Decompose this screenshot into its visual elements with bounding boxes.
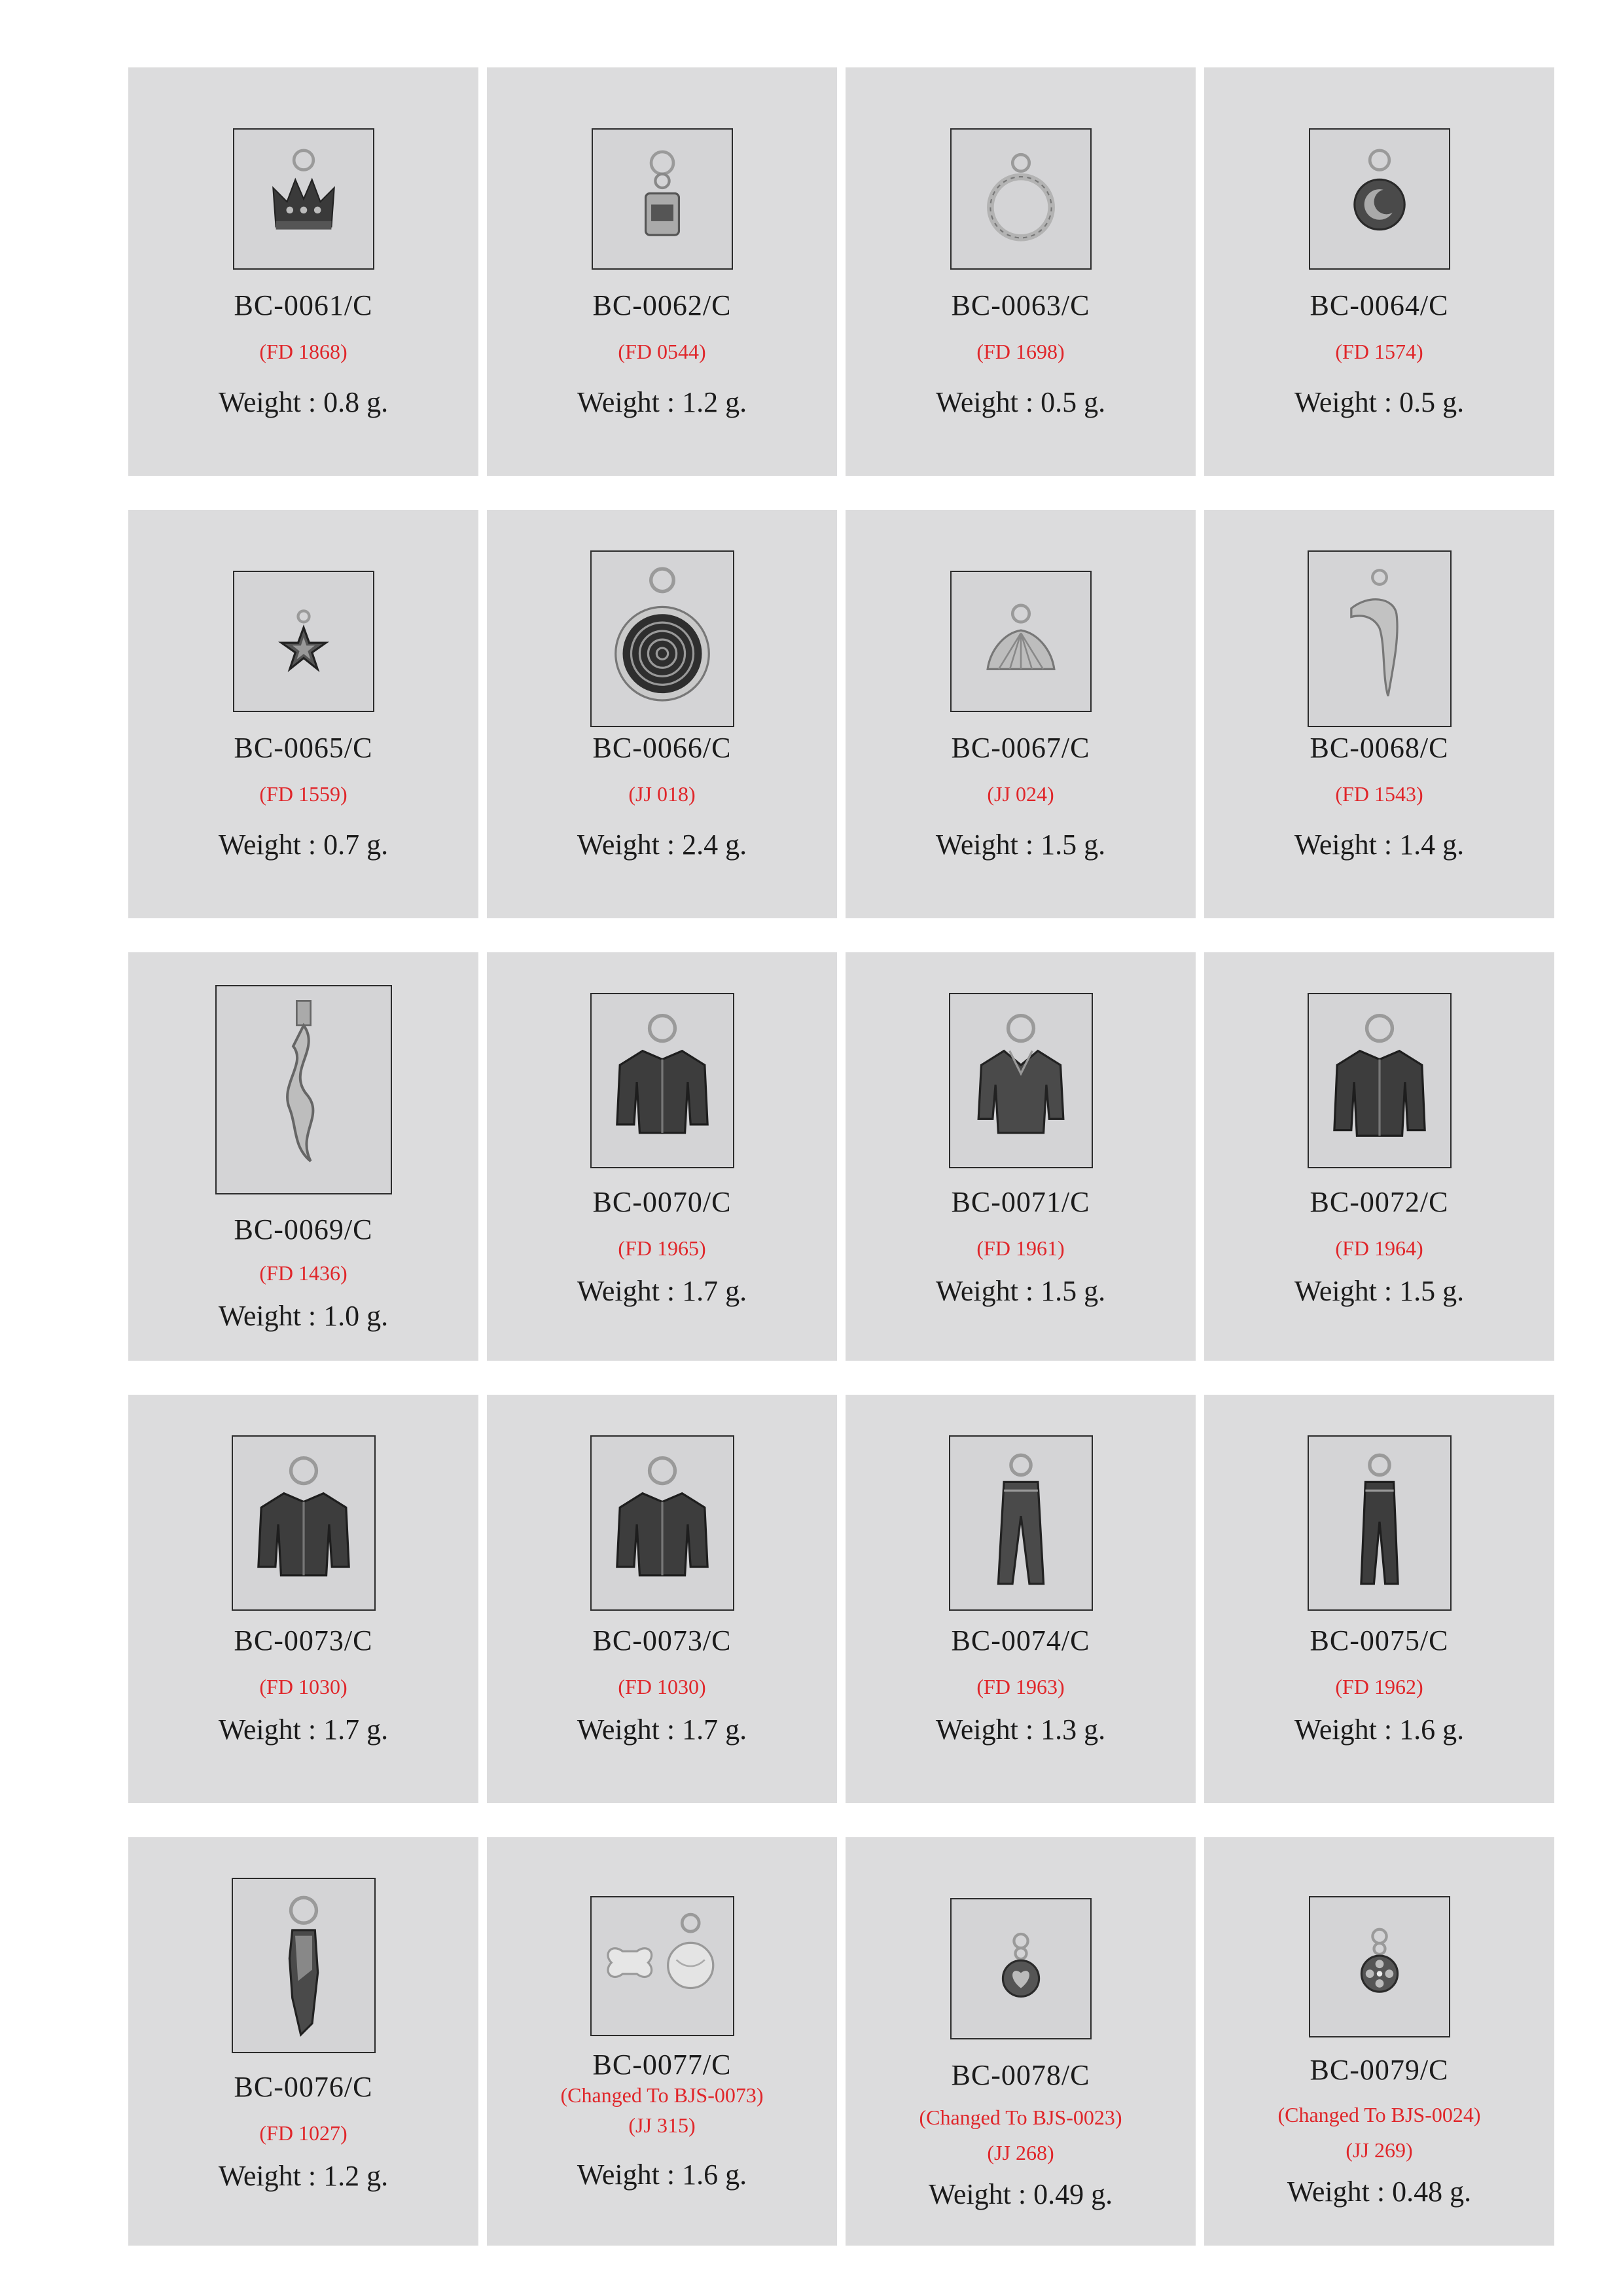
- product-thumbnail: [949, 993, 1093, 1168]
- product-code: BC-0078/C: [951, 2059, 1090, 2091]
- flower-disc-charm-icon: [1310, 1897, 1449, 2036]
- reference-code: (FD 1030): [618, 1675, 706, 1698]
- product-weight: Weight : 0.8 g.: [218, 386, 389, 418]
- product-code: BC-0076/C: [234, 2071, 373, 2103]
- product-code: BC-0079/C: [1310, 2054, 1449, 2086]
- product-thumbnail: [1308, 550, 1452, 727]
- spiral-disc-charm-icon: [592, 552, 733, 726]
- product-code: BC-0070/C: [592, 1186, 732, 1218]
- product-weight: Weight : 1.6 g.: [1294, 1713, 1465, 1746]
- product-weight: Weight : 1.6 g.: [577, 2159, 747, 2191]
- moon-disc-charm-icon: [1310, 130, 1449, 268]
- reference-code: (FD 1543): [1335, 782, 1423, 806]
- product-thumbnail: [1309, 128, 1450, 270]
- product-weight: Weight : 1.7 g.: [218, 1713, 389, 1746]
- reference-code: (Changed To BJS-0073): [560, 2083, 764, 2107]
- product-weight: Weight : 1.2 g.: [218, 2160, 389, 2192]
- product-card: [1204, 1395, 1554, 1803]
- reference-code: (FD 1574): [1335, 340, 1423, 363]
- product-card: [487, 952, 837, 1361]
- product-weight: Weight : 1.4 g.: [1294, 829, 1465, 861]
- product-card: [1204, 952, 1554, 1361]
- product-card: [846, 1395, 1196, 1803]
- product-card: [128, 1837, 478, 2246]
- product-weight: Weight : 1.7 g.: [577, 1713, 747, 1746]
- product-card: [1204, 67, 1554, 476]
- product-card: [1204, 1837, 1554, 2246]
- product-code: BC-0067/C: [951, 732, 1090, 764]
- product-weight: Weight : 1.2 g.: [577, 386, 747, 418]
- product-weight: Weight : 0.49 g.: [928, 2178, 1113, 2210]
- product-weight: Weight : 1.3 g.: [935, 1713, 1106, 1746]
- reference-code: (FD 1965): [618, 1236, 706, 1260]
- reference-code: (JJ 315): [628, 2113, 696, 2137]
- star-charm-icon: [234, 572, 373, 711]
- product-thumbnail: [232, 1878, 376, 2053]
- product-thumbnail: [1308, 1435, 1452, 1611]
- product-card: [487, 1395, 837, 1803]
- product-code: BC-0077/C: [592, 2049, 732, 2081]
- high-heel-charm-icon: [233, 1879, 374, 2052]
- reference-code: (JJ 268): [987, 2141, 1054, 2164]
- reference-code: (Changed To BJS-0024): [1277, 2103, 1481, 2126]
- product-thumbnail: [590, 1435, 734, 1611]
- reference-code: (FD 1961): [976, 1236, 1065, 1260]
- reference-code: (FD 1963): [976, 1675, 1065, 1698]
- product-code: BC-0062/C: [592, 289, 732, 321]
- jeans-charm-icon: [950, 1437, 1092, 1609]
- product-thumbnail: [233, 571, 374, 712]
- product-card: [1204, 510, 1554, 918]
- heart-disc-charm-icon: [952, 1899, 1090, 2038]
- product-weight: Weight : 0.5 g.: [935, 386, 1106, 418]
- product-weight: Weight : 0.5 g.: [1294, 386, 1465, 418]
- jacket-charm-icon: [592, 1437, 733, 1609]
- product-card: [846, 510, 1196, 918]
- product-card: [128, 67, 478, 476]
- crown-charm-icon: [234, 130, 373, 268]
- product-weight: Weight : 1.0 g.: [218, 1300, 389, 1332]
- shell-charm-icon: [952, 572, 1090, 711]
- product-thumbnail: [950, 571, 1092, 712]
- product-code: BC-0072/C: [1310, 1186, 1449, 1218]
- product-code: BC-0063/C: [951, 289, 1090, 321]
- product-thumbnail: [1308, 993, 1452, 1168]
- product-thumbnail: [590, 993, 734, 1168]
- product-code: BC-0073/C: [592, 1624, 732, 1657]
- product-weight: Weight : 0.48 g.: [1287, 2176, 1472, 2208]
- reference-code: (JJ 018): [628, 782, 696, 806]
- product-card: [846, 952, 1196, 1361]
- reference-code: (FD 1964): [1335, 1236, 1423, 1260]
- bone-and-ball-charm-icon: [592, 1897, 733, 2035]
- reference-code: (FD 1698): [976, 340, 1065, 363]
- reference-code: (FD 1436): [259, 1261, 348, 1285]
- reference-code: (FD 1868): [259, 340, 348, 363]
- product-card: [487, 67, 837, 476]
- catalog-grid: [128, 67, 1555, 2246]
- product-thumbnail: [215, 985, 392, 1194]
- product-thumbnail: [950, 1898, 1092, 2039]
- product-weight: Weight : 1.7 g.: [577, 1275, 747, 1307]
- product-thumbnail: [949, 1435, 1093, 1611]
- ring-charm-icon: [952, 130, 1090, 268]
- product-weight: Weight : 2.4 g.: [577, 829, 747, 861]
- product-thumbnail: [592, 128, 733, 270]
- product-thumbnail: [232, 1435, 376, 1611]
- product-card: [128, 510, 478, 918]
- reference-code: (FD 1559): [259, 782, 348, 806]
- reference-code: (FD 0544): [618, 340, 706, 363]
- product-thumbnail: [1309, 1896, 1450, 2037]
- product-card: [487, 1837, 837, 2246]
- product-code: BC-0073/C: [234, 1624, 373, 1657]
- product-card: [128, 1395, 478, 1803]
- jacket-charm-icon: [1309, 994, 1450, 1167]
- reference-code: (FD 1030): [259, 1675, 348, 1698]
- product-code: BC-0065/C: [234, 732, 373, 764]
- product-thumbnail: [233, 128, 374, 270]
- product-card: [487, 510, 837, 918]
- product-code: BC-0068/C: [1310, 732, 1449, 764]
- product-card: [128, 952, 478, 1361]
- reference-code: (JJ 269): [1346, 2138, 1413, 2162]
- reference-code: (Changed To BJS-0023): [919, 2106, 1122, 2129]
- jacket-charm-icon: [233, 1437, 374, 1609]
- product-thumbnail: [950, 128, 1092, 270]
- product-code: BC-0075/C: [1310, 1624, 1449, 1657]
- product-weight: Weight : 1.5 g.: [1294, 1275, 1465, 1307]
- jacket-charm-icon: [592, 994, 733, 1167]
- tube-bead-charm-icon: [593, 130, 732, 268]
- product-card: [846, 67, 1196, 476]
- product-weight: Weight : 0.7 g.: [218, 829, 389, 861]
- product-code: BC-0066/C: [592, 732, 732, 764]
- product-weight: Weight : 1.5 g.: [935, 829, 1106, 861]
- dolphin-charm-icon: [1309, 552, 1450, 726]
- reference-code: (FD 1962): [1335, 1675, 1423, 1698]
- flame-pendant-icon: [217, 986, 391, 1193]
- product-thumbnail: [590, 1896, 734, 2036]
- product-code: BC-0064/C: [1310, 289, 1449, 321]
- shirt-charm-icon: [950, 994, 1092, 1167]
- product-thumbnail: [590, 550, 734, 727]
- trousers-charm-icon: [1309, 1437, 1450, 1609]
- product-code: BC-0061/C: [234, 289, 373, 321]
- product-code: BC-0074/C: [951, 1624, 1090, 1657]
- product-code: BC-0071/C: [951, 1186, 1090, 1218]
- product-weight: Weight : 1.5 g.: [935, 1275, 1106, 1307]
- product-code: BC-0069/C: [234, 1213, 373, 1246]
- reference-code: (JJ 024): [987, 782, 1054, 806]
- reference-code: (FD 1027): [259, 2121, 348, 2145]
- product-card: [846, 1837, 1196, 2246]
